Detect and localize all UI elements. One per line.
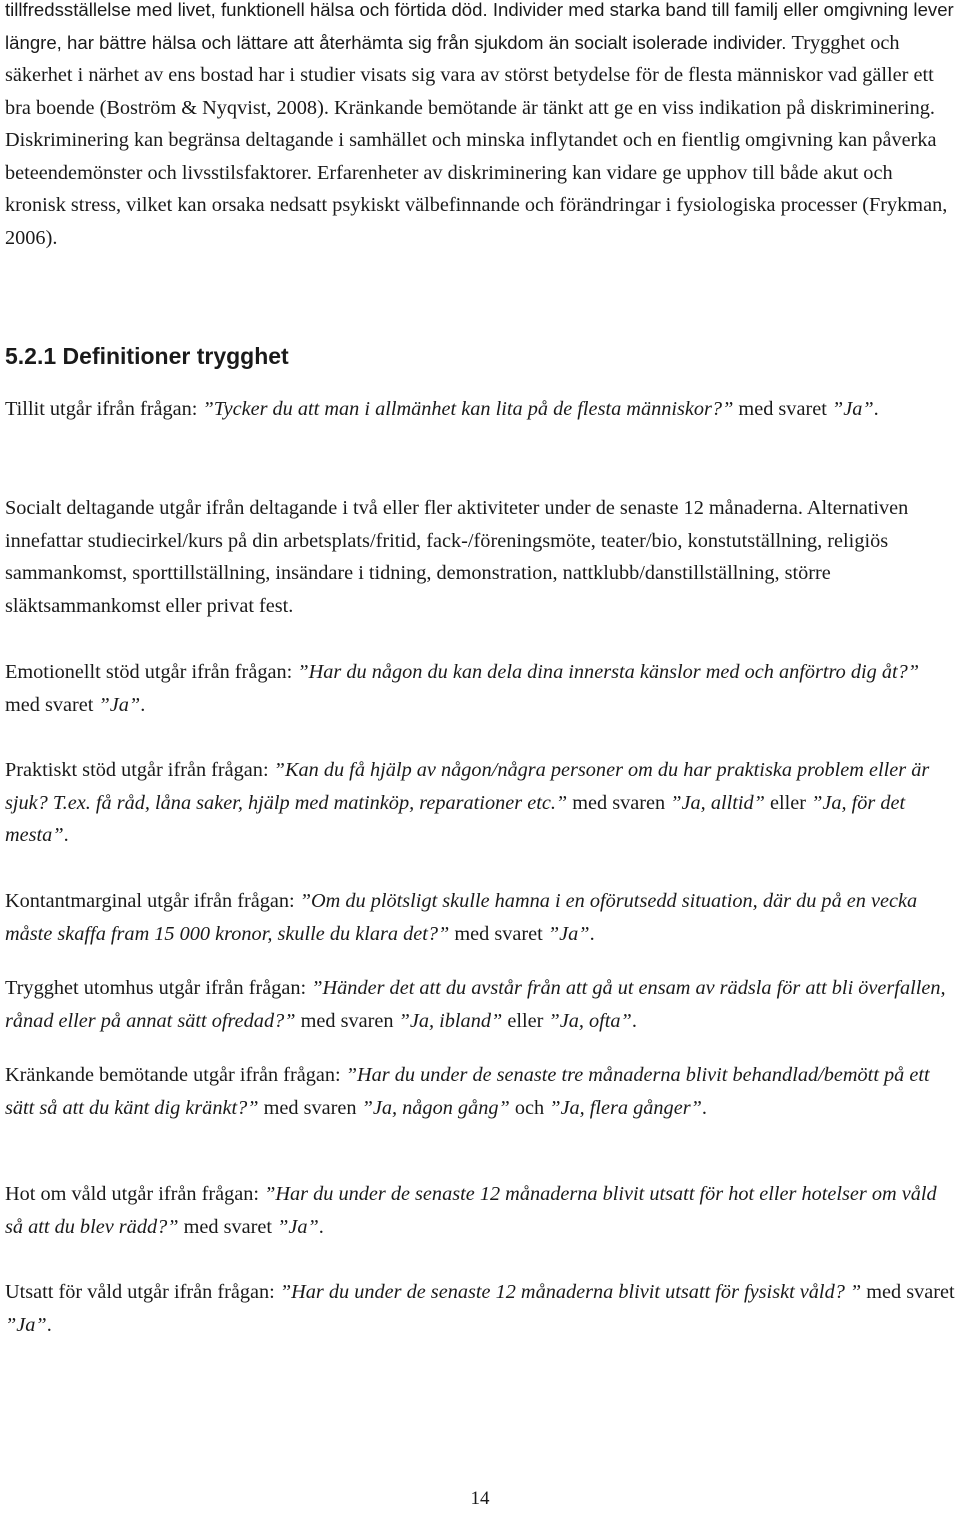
definition-hot-om-vald — [5, 1178, 957, 1243]
survey-answer: ”Ja, flera gånger” — [549, 1096, 702, 1119]
definition-kontantmarginal — [5, 885, 957, 950]
definition-utsatt-for-vald — [5, 1276, 957, 1341]
section-title: Definitioner trygghet — [62, 343, 289, 369]
survey-answer: ”Ja” — [98, 693, 141, 716]
survey-question: ”Kan du få hjälp av någon/några personer om du har praktiska problem eller är sjuk? T.ex. få råd, låna saker, hjälp med matinköp, reparationer etc.” — [5, 759, 930, 814]
survey-answer: ”Ja” — [5, 1313, 47, 1336]
definition-end: . — [140, 693, 146, 716]
survey-question: ”Om du plötsligt skulle hamna i en oförutsedd situation, där du på en vecka måste skaffa fram 15 000 kronor, skulle du klara det?” — [5, 890, 918, 945]
definition-end: . — [631, 1009, 637, 1032]
survey-question: ”Har du under de senaste tre månaderna blivit behandlad/bemött på ett sätt så att du känt dig kränkt?” — [5, 1064, 930, 1119]
page-number: 14 — [470, 1488, 490, 1509]
definition-end: . — [589, 922, 595, 945]
survey-answer: ”Ja” — [277, 1215, 319, 1238]
definition-connector: med svaren — [567, 791, 671, 814]
definition-krankande-bemotande — [5, 1059, 957, 1124]
definition-lead: Trygghet utomhus utgår ifrån frågan: — [5, 977, 312, 999]
document-page — [5, 0, 957, 1336]
definition-connector: med svaret — [5, 693, 99, 716]
definition-end: . — [318, 1215, 324, 1238]
definition-lead: Hot om våld utgår ifrån frågan: — [5, 1183, 265, 1205]
survey-question: ”Har du under de senaste 12 månaderna blivit utsatt för hot eller hotelser om våld så att du blev rädd?” — [5, 1183, 937, 1238]
definition-praktiskt-stod — [5, 754, 957, 852]
definition-conjunction: och — [509, 1096, 550, 1119]
definition-connector: med svaren — [258, 1096, 362, 1119]
definition-connector: med svaret — [733, 398, 832, 420]
definition-emotionellt-stod — [5, 656, 957, 721]
survey-answer: ”Ja, någon gång” — [361, 1096, 510, 1119]
survey-answer: ”Ja” — [547, 922, 590, 945]
definition-lead: Tillit utgår ifrån frågan: — [5, 398, 203, 420]
survey-answer: ”Ja, ofta” — [548, 1009, 632, 1032]
definition-lead: Praktiskt stöd utgår ifrån frågan: — [5, 759, 274, 781]
definition-lead: Kränkande bemötande utgår ifrån frågan: — [5, 1064, 346, 1086]
survey-answer: ”Ja, för det mesta” — [5, 791, 906, 846]
definition-lead: Emotionellt stöd utgår ifrån frågan: — [5, 661, 298, 683]
section-heading — [5, 341, 289, 371]
survey-answer: ”Ja, ibland” — [398, 1009, 503, 1032]
survey-question: ”Har du någon du kan dela dina innersta känslor med och anförtro dig åt?” — [297, 661, 920, 683]
definition-end: . — [873, 398, 879, 420]
definition-connector: med svaret — [861, 1281, 955, 1303]
survey-question: ”Tycker du att man i allmänhet kan lita på de flesta människor?” — [202, 398, 734, 420]
intro-sentence-2: Trygghet och säkerhet i närhet av ens bostad har i studier visats sig vara av störst betydelse för de flesta människor vad gäller ett bra boende (Boström & Nyqvist, 2008). Kränkande bemötande är tänkt att ge en viss indikation på diskriminering. Diskriminering kan begränsa deltagande i samhället och minska inflytandet och en fientlig omgivning kan påverka beteendemönster och livsstilsfaktorer. Erfarenheter av diskriminering kan vidare ge upphov till både akut och kronisk stress, vilket kan orsaka nedsatt psykiskt välbefinnande och förändringar i fysiologiska processer (Frykman, 2006). — [5, 31, 948, 249]
definition-connector: med svaret — [178, 1215, 278, 1238]
definition-end: . — [63, 824, 69, 846]
intro-sentence-1: tillfredsställelse med livet, funktionell hälsa och förtida död. Individer med starka band till familj eller omgivning lever längre, har bättre hälsa och lättare att återhämta sig från sjukdom än socialt isolerade individer. — [5, 0, 954, 53]
definition-connector: med svaret — [449, 922, 548, 945]
definition-connector: med svaren — [295, 1009, 399, 1032]
definition-end: . — [46, 1313, 52, 1336]
definition-tillit — [5, 393, 957, 426]
definition-end: . — [701, 1096, 707, 1119]
survey-answer: ”Ja” — [831, 398, 874, 420]
survey-question: ”Händer det att du avstår från att gå ut ensam av rädsla för att bli överfallen, rånad eller på annat sätt ofredad?” — [5, 977, 946, 1032]
definition-lead: Kontantmarginal utgår ifrån frågan: — [5, 890, 300, 912]
definition-conjunction: eller — [764, 791, 812, 814]
survey-answer: ”Ja, alltid” — [670, 791, 765, 814]
intro-paragraph — [5, 0, 957, 254]
section-number: 5.2.1 — [5, 343, 57, 369]
definition-trygghet-utomhus — [5, 972, 957, 1037]
survey-question: ”Har du under de senaste 12 månaderna blivit utsatt för fysiskt våld? ” — [279, 1281, 862, 1303]
definition-socialt-deltagande: Socialt deltagande utgår ifrån deltagande i två eller fler aktiviteter under de senaste 12 månaderna. Alternativen innefattar studiecirkel/kurs på din arbetsplats/fritid, fack-/föreningsmöte, teater/bio, konstutställning, religiös sammankomst, sporttillställning, insändare i tidning, demonstration, nattklubb/danstillställning, större släktsammankomst eller privat fest. — [5, 497, 909, 617]
definition-lead: Utsatt för våld utgår ifrån frågan: — [5, 1281, 280, 1303]
definition-conjunction: eller — [502, 1009, 549, 1032]
